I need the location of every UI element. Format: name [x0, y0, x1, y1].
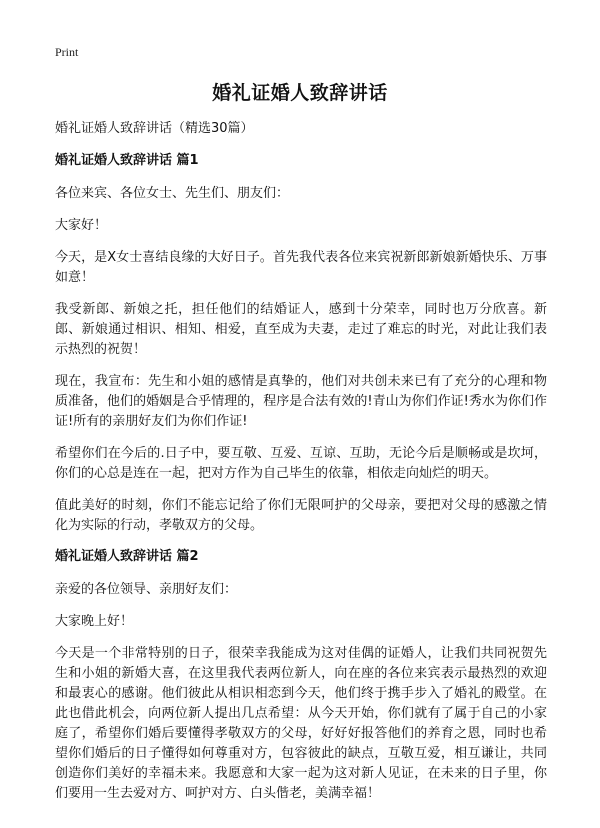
section-2-paragraph: 今天是一个非常特别的日子，很荣幸我能成为这对佳偶的证婚人，让我们共同祝贺先生和小姐的新婚大喜，在这里我代表两位新人，向在座的各位来宾表示最热烈的欢迎和最衷心的感谢。他们彼此从相识相恋到今天，他们终于携手步入了婚礼的殿堂。在此也借此机会，向两位新人提出几点希望：从今天开始，你们就有了属于自己的小家庭了，希望你们婚后要懂得孝敬双方的父母，好好好报答他们的养育之恩，同时也希望你们婚后的日子懂得如何尊重对方，包容彼此的缺点，互敬互爱，相互谦让，共同创造你们美好的幸福未来。我愿意和大家一起为这对新人见证，在未来的日子里，你们要用一生去爱对方、呵护对方、白头偕老，美满幸福！ [55, 646, 547, 801]
page-title: 婚礼证婚人致辞讲话 [212, 82, 388, 104]
section-1-paragraph: 各位来宾、各位女士、先生们、朋友们： [55, 186, 290, 201]
section-2-paragraph: 大家晚上好！ [55, 614, 134, 629]
section-1-paragraph: 希望你们在今后的.日子中，要互敬、互爱、互谅、互助，无论今后是顺畅或是坎坷，你们的心总是连在一起，把对方作为自己毕生的依靠，相依走向灿烂的明天。 [55, 446, 547, 481]
section-1-paragraph: 大家好！ [55, 218, 108, 233]
section-1-paragraph: 现在，我宣布：先生和小姐的感情是真挚的，他们对共创未来已有了充分的心理和物质准备，他们的婚姻是合乎情理的，程序是合法有效的!青山为你们作证!秀水为你们作证!所有的亲朋好友们为你们作证! [55, 374, 547, 429]
section-heading-1: 婚礼证婚人致辞讲话 篇1 [55, 153, 199, 168]
section-1-paragraph: 今天，是X女士喜结良缘的大好日子。首先我代表各位来宾祝新郎新娘新婚快乐、万事如意！ [55, 250, 547, 285]
section-1-paragraph: 值此美好的时刻，你们不能忘记给了你们无限呵护的父母亲，要把对父母的感激之情化为实际的行动，孝敬双方的父母。 [55, 498, 547, 533]
section-2-paragraph: 亲爱的各位领导、亲朋好友们： [55, 582, 238, 597]
document-body [55, 120, 547, 816]
section-heading-2: 婚礼证婚人致辞讲话 篇2 [55, 549, 199, 564]
print-link[interactable]: Print [55, 45, 79, 59]
section-1-paragraph: 我受新郎、新娘之托，担任他们的结婚证人，感到十分荣幸，同时也万分欣喜。新郎、新娘通过相识、相知、相爱，直至成为夫妻，走过了难忘的时光，对此让我们表示热烈的祝贺！ [55, 302, 547, 357]
document-subtitle: 婚礼证婚人致辞讲话（精选30篇） [55, 121, 254, 136]
